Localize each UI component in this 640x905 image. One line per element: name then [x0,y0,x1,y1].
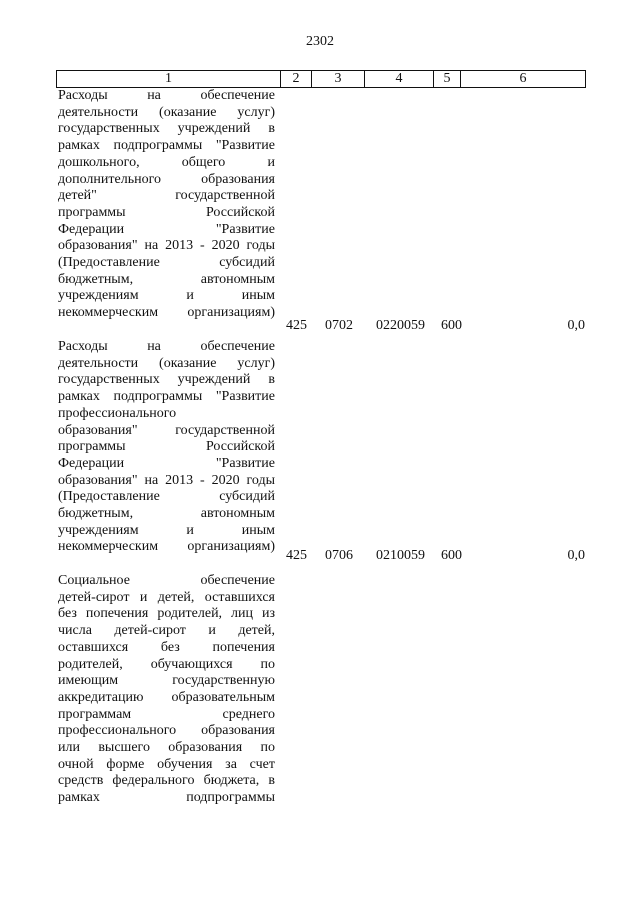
description-line: без попечения родителей, лиц из [58,606,275,622]
description-line: Расходы на обеспечение [58,88,275,103]
description-line: рамках подпрограммы "Развитие [58,138,275,154]
row-description [58,339,275,556]
description-line: деятельности (оказание услуг) [58,104,275,120]
row-description [58,88,275,322]
column-header-4: 4 [365,71,434,88]
cell-col-5: 600 [441,548,462,563]
description-line: некоммерческим организациям) [58,539,275,555]
description-line: профессионального образования [58,723,275,739]
cell-col-4: 0220059 [376,318,425,333]
cell-col-6: 0,0 [567,318,585,333]
description-line: программы Российской [58,204,275,220]
description-line: образования" государственной [58,422,275,438]
description-line: рамках подпрограммы "Развитие [58,389,275,405]
cell-col-2: 425 [286,548,307,563]
cell-col-5: 600 [441,318,462,333]
cell-col-3: 0702 [325,318,353,333]
description-line: имеющим государственную [58,673,275,689]
description-line: образования" на 2013 - 2020 годы [58,238,275,254]
row-description [58,573,275,807]
description-line: дополнительного образования [58,171,275,187]
description-line: государственных учреждений в [58,121,275,137]
description-line: Федерации "Развитие [58,221,275,237]
page-number: 2302 [306,34,334,49]
description-line: профессионального [58,405,177,421]
description-line: бюджетным, автономным [58,506,275,522]
description-line: деятельности (оказание услуг) [58,355,275,371]
description-line: программам среднего [58,706,275,722]
cell-col-4: 0210059 [376,548,425,563]
description-line: или высшего образования по [58,740,275,756]
description-line: очной форме обучения за счет [58,756,275,772]
description-line: (Предоставление субсидий [58,255,275,271]
cell-col-3: 0706 [325,548,353,563]
description-line: аккредитацию образовательным [58,689,275,705]
description-line: программы Российской [58,439,275,455]
description-line: числа детей-сирот и детей, [58,623,275,639]
description-line: Расходы на обеспечение [58,339,275,354]
description-line: учреждениям и иным [58,288,275,304]
column-header-2: 2 [281,71,312,88]
cell-col-6: 0,0 [567,548,585,563]
cell-col-2: 425 [286,318,307,333]
description-line: средств федерального бюджета, в [58,773,275,789]
description-line: государственных учреждений в [58,372,275,388]
description-line: Социальное обеспечение [58,573,275,588]
description-line: рамках подпрограммы [58,790,275,806]
column-header-3: 3 [312,71,365,88]
description-line: детей-сирот и детей, оставшихся [58,589,275,605]
description-line: детей" государственной [58,188,275,204]
column-header-row [56,70,586,88]
column-header-1: 1 [57,71,281,88]
description-line: бюджетным, автономным [58,271,275,287]
column-header-6: 6 [461,71,586,88]
description-line: родителей, обучающихся по [58,656,275,672]
column-header-5: 5 [434,71,461,88]
description-line: образования" на 2013 - 2020 годы [58,472,275,488]
description-line: учреждениям и иным [58,522,275,538]
description-line: Федерации "Развитие [58,455,275,471]
description-line: оставшихся без попечения [58,639,275,655]
description-line: (Предоставление субсидий [58,489,275,505]
description-line: некоммерческим организациям) [58,305,275,321]
description-line: дошкольного, общего и [58,154,275,170]
